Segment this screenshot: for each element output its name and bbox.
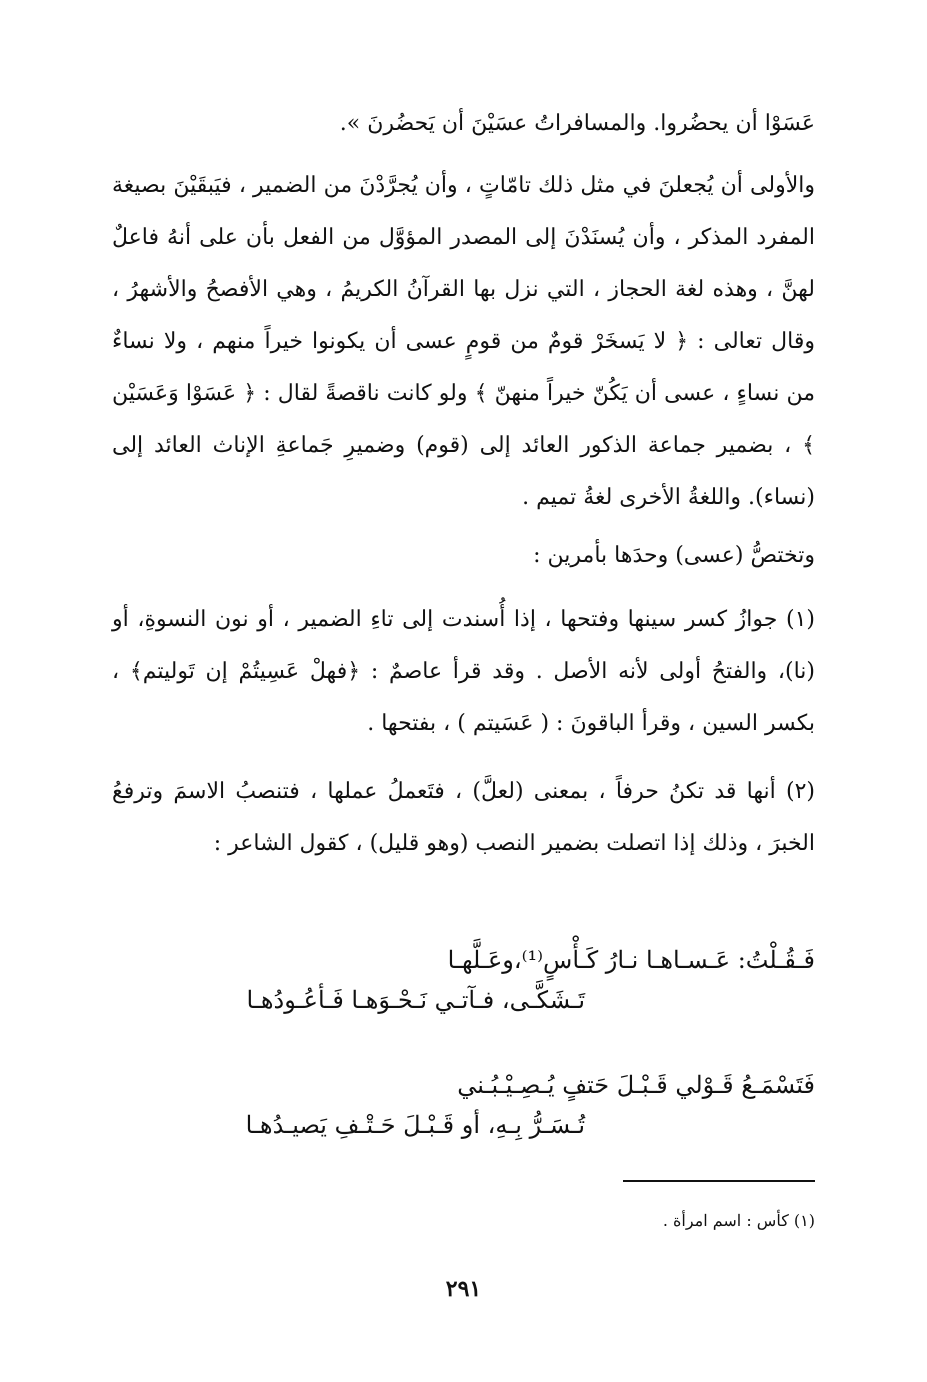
point-1-text: (١) جوازُ كسر سينها وفتحها ، إذا أُسندت إلى تاءِ الضمير ، أو نون النسوةِ، أو (نا)، والفتحُ أولى لأنه الأصل . وقد قرأ عاصمٌ : ﴿فهلْ عَسِيتُمْ إن تَوليتم﴾ ، بكسر السين ، وقرأ الباقونَ : ( عَسَيتم ) ، بفتحها . — [112, 607, 815, 736]
paragraph-2-heading — [112, 530, 815, 582]
point-2-text: (٢) أنها قد تكنُ حرفاً ، بمعنى (لعلَّ) ، فتَعملُ عملها ، فتنصبُ الاسمَ وترفعُ الخبرَ ، وذلك إذا اتصلت بضمير النصب (وهو قليل) ، كقول الشاعر : — [112, 779, 815, 856]
intro-line-text: عَسَوْا أن يحضُروا. والمسافراتُ عسَيْنَ أن يَحضُرنَ ». — [339, 111, 815, 136]
footnote: (١) كأس : اسم امرأة . — [662, 1211, 815, 1230]
verse-1 — [112, 940, 815, 1020]
point-1 — [112, 594, 815, 750]
verse-1-second-hemistich: تَـشَكَّـى، فـآتـي نَـحْـوَهـا فَـأعُـودُهـا — [246, 986, 585, 1014]
verse-1-first-hemistich: فَـقُـلْتُ: عَـسـاهـا نـارُ كَـأْسٍ⁽¹⁾،وعَـلَّهـا — [447, 946, 815, 974]
intro-line — [112, 98, 815, 150]
page-number: ٢٩١ — [445, 1276, 482, 1302]
paragraph-1-text: والأولى أن يُجعلنَ في مثل ذلك تامّاتٍ ، وأن يُجرَّدْنَ من الضمير ، فيَبقَيْنَ بصيغة المفرد المذكر ، وأن يُسنَدْنَ إلى المصدر المؤوَّل من الفعل بأن على أنهُ فاعلٌ لهنَّ ، وهذه لغة الحجاز ، التي نزل بها القرآنُ الكريمُ ، وهي الأفصحُ والأشهرُ ، وقال تعالى : ﴿ لا يَسخَرْ قومٌ من قومٍ عسى أن يكونوا خيراً منهم ، ولا نساءٌ من نساءٍ ، عسى أن يَكُنّ خيراً منهنّ ﴾ ولو كانت ناقصةً لقال : ﴿ عَسَوْا وَعَسَيْن ﴾ ، بضمير جماعة الذكور العائد إلى (قوم) وضميرِ جَماعةِ الإناث العائد إلى (نساء). واللغةُ الأخرى لغةُ تميم . — [112, 173, 815, 510]
footnote-divider — [623, 1180, 815, 1182]
point-2 — [112, 766, 815, 870]
paragraph-1 — [112, 160, 815, 524]
paragraph-2-heading-text: وتختصُّ (عسى) وحدَها بأمرين : — [533, 543, 815, 568]
verse-2-first-hemistich: فَتَسْمَـعُ قَـوْلي قَـبْـلَ حَتفٍ يُـصِـيْـبُـني — [457, 1071, 815, 1099]
verse-2-second-hemistich: تُـسَـرُّ بِـهِ، أو قَـبْـلَ حَـتْـفِ يَصيـدُهـا — [245, 1111, 585, 1139]
verse-2 — [112, 1065, 815, 1145]
